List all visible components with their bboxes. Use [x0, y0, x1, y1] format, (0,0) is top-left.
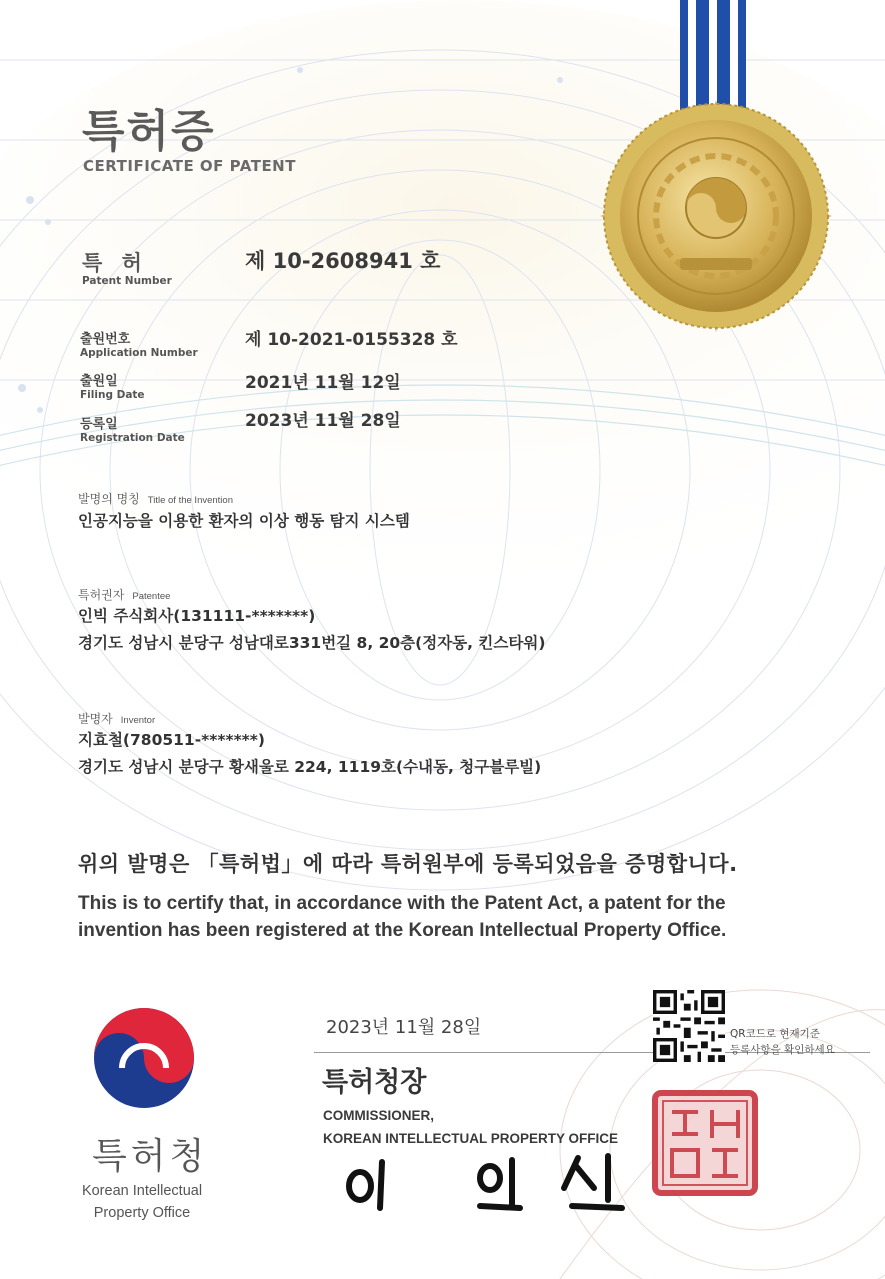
inventor-label	[78, 710, 155, 727]
invention-title-label-english: Title of the Invention	[147, 495, 233, 506]
invention-title-label-korean: 발명의 명칭	[78, 492, 140, 506]
application-number-label: 출원번호	[80, 332, 131, 347]
gold-medal-emblem	[600, 100, 832, 332]
official-red-seal	[652, 1090, 758, 1196]
patentee-address: 경기도 성남시 분당구 성남대로331번길 8, 20층(정자동, 킨스타워)	[78, 634, 546, 652]
certification-statement-english	[78, 890, 726, 944]
certificate-title: 특허증	[82, 106, 216, 157]
registration-date-label-english: Registration Date	[80, 432, 185, 444]
inventor-name: 지효철(780511-*******)	[78, 731, 265, 749]
invention-title-label	[78, 490, 233, 507]
certification-statement-english-line1: This is to certify that, in accordance with the Patent Act, a patent for the	[78, 893, 726, 914]
commissioner-title-english-line1: COMMISSIONER,	[323, 1108, 435, 1123]
filing-date-value: 2021년 11월 12일	[245, 373, 401, 393]
issue-date: 2023년 11월 28일	[326, 1017, 482, 1038]
registration-date-label: 등록일	[80, 417, 118, 432]
patentee-name: 인빅 주식회사(131111-*******)	[78, 607, 316, 625]
inventor-label-korean: 발명자	[78, 712, 113, 726]
filing-date-label: 출원일	[80, 374, 118, 389]
patent-number-value: 제 10-2608941 호	[245, 249, 441, 273]
commissioner-title-english	[323, 1104, 618, 1150]
patentee-label-english: Patentee	[132, 591, 171, 602]
certification-statement-korean: 위의 발명은 「특허법」에 따라 특허원부에 등록되었음을 증명합니다.	[78, 852, 738, 876]
commissioner-title-english-line2: KOREAN INTELLECTUAL PROPERTY OFFICE	[323, 1131, 619, 1146]
qr-code-instruction-line2: 등록사항을 확인하세요	[730, 1044, 835, 1056]
office-name-english	[62, 1180, 222, 1224]
taegeuk-logo-icon	[92, 1006, 196, 1110]
certificate-title-english: CERTIFICATE OF PATENT	[83, 157, 296, 175]
qr-code-icon[interactable]	[653, 990, 725, 1062]
commissioner-signature	[340, 1148, 640, 1218]
registration-date-value: 2023년 11월 28일	[245, 411, 401, 431]
application-number-value: 제 10-2021-0155328 호	[245, 330, 458, 350]
qr-code-instruction-line1: QR코드로 현재기준	[730, 1028, 820, 1040]
patentee-label-korean: 특허권자	[78, 588, 125, 602]
inventor-label-english: Inventor	[120, 715, 156, 726]
qr-code-instruction	[730, 1026, 835, 1058]
commissioner-title-korean: 특허청장	[322, 1067, 427, 1098]
office-name-korean: 특허청	[92, 1136, 209, 1177]
certification-statement-english-line2: invention has been registered at the Korean Intellectual Property Office.	[78, 920, 727, 941]
inventor-address: 경기도 성남시 분당구 황새울로 224, 1119호(수내동, 청구블루빌)	[78, 758, 542, 776]
invention-title-value: 인공지능을 이용한 환자의 이상 행동 탐지 시스템	[78, 512, 410, 530]
application-number-label-english: Application Number	[80, 347, 198, 359]
patentee-label	[78, 586, 170, 603]
patent-number-label-english: Patent Number	[82, 275, 172, 287]
patent-number-label: 특 허	[82, 251, 148, 275]
filing-date-label-english: Filing Date	[80, 389, 145, 401]
office-name-english-line2: Property Office	[93, 1205, 191, 1221]
office-name-english-line1: Korean Intellectual	[81, 1183, 203, 1199]
